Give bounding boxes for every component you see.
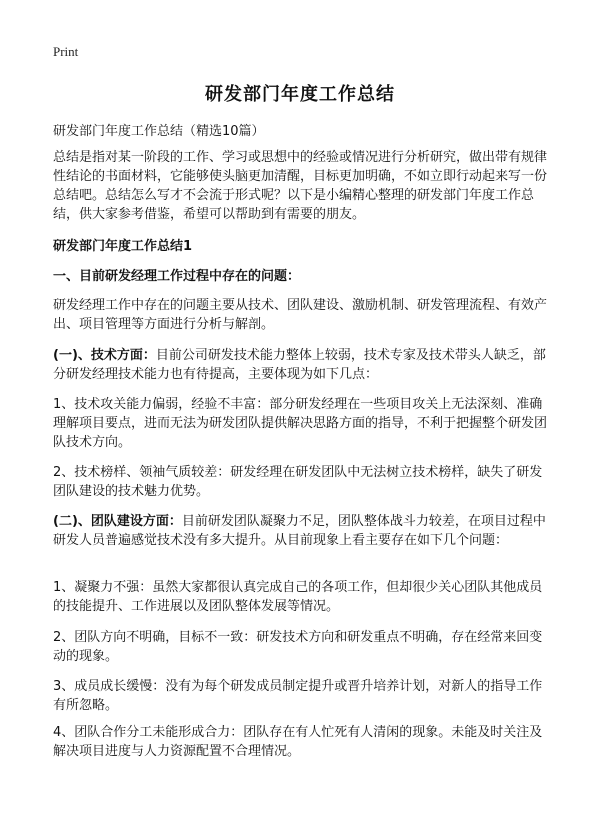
tech-lead: (一)、技术方面：: [53, 348, 156, 363]
team-paragraph: [53, 512, 553, 550]
problems-heading: 一、目前研发经理工作过程中存在的问题：: [53, 269, 301, 284]
problems-intro-paragraph: 研发经理工作中存在的问题主要从技术、团队建设、激励机制、研发管理流程、有效产出、项目管理等方面进行分析与解剖。: [53, 298, 548, 332]
page-title: 研发部门年度工作总结: [205, 84, 395, 105]
section-heading: 研发部门年度工作总结1: [53, 239, 193, 254]
team-item: 2、团队方向不明确，目标不一致：研发技术方向和研发重点不明确，存在经常来回变动的现象。: [53, 630, 543, 664]
tech-text: 目前公司研发技术能力整体上较弱，技术专家及技术带头人缺乏，部分研发经理技术能力也有待提高，主要体现为如下几点：: [53, 348, 546, 382]
tech-item: 2、技术榜样、领袖气质较差：研发经理在研发团队中无法树立技术榜样，缺失了研发团队建设的技术魅力优势。: [53, 465, 543, 499]
print-link[interactable]: Print: [53, 44, 79, 59]
subtitle: 研发部门年度工作总结（精选10篇）: [53, 124, 265, 139]
team-item: 4、团队合作分工未能形成合力：团队存在有人忙死有人清闲的现象。未能及时关注及解决项目进度与人力资源配置不合理情况。: [53, 725, 543, 759]
tech-paragraph: [53, 346, 553, 384]
tech-item: 1、技术攻关能力偏弱，经验不丰富：部分研发经理在一些项目攻关上无法深刻、准确理解项目要点，进而无法为研发团队提供解决思路方面的指导，不利于把握整个研发团队技术方向。: [53, 397, 548, 450]
team-item: 3、成员成长缓慢：没有为每个研发成员制定提升或晋升培养计划，对新人的指导工作有所忽略。: [53, 679, 543, 713]
team-lead: (二)、团队建设方面：: [53, 514, 182, 529]
team-item: 1、凝聚力不强：虽然大家都很认真完成自己的各项工作，但却很少关心团队其他成员的技能提升、工作进展以及团队整体发展等情况。: [53, 580, 543, 614]
intro-paragraph: 总结是指对某一阶段的工作、学习或思想中的经验或情况进行分析研究，做出带有规律性结论的书面材料，它能够使头脑更加清醒，目标更加明确，不如立即行动起来写一份总结吧。总结怎么写才不会流于形式呢？以下是小编精心整理的研发部门年度工作总结，供大家参考借鉴，希望可以帮助到有需要的朋友。: [53, 150, 548, 222]
team-text: 目前研发团队凝聚力不足，团队整体战斗力较差，在项目过程中研发人员普遍感觉技术没有多大提升。从目前现象上看主要存在如下几个问题：: [53, 514, 546, 548]
